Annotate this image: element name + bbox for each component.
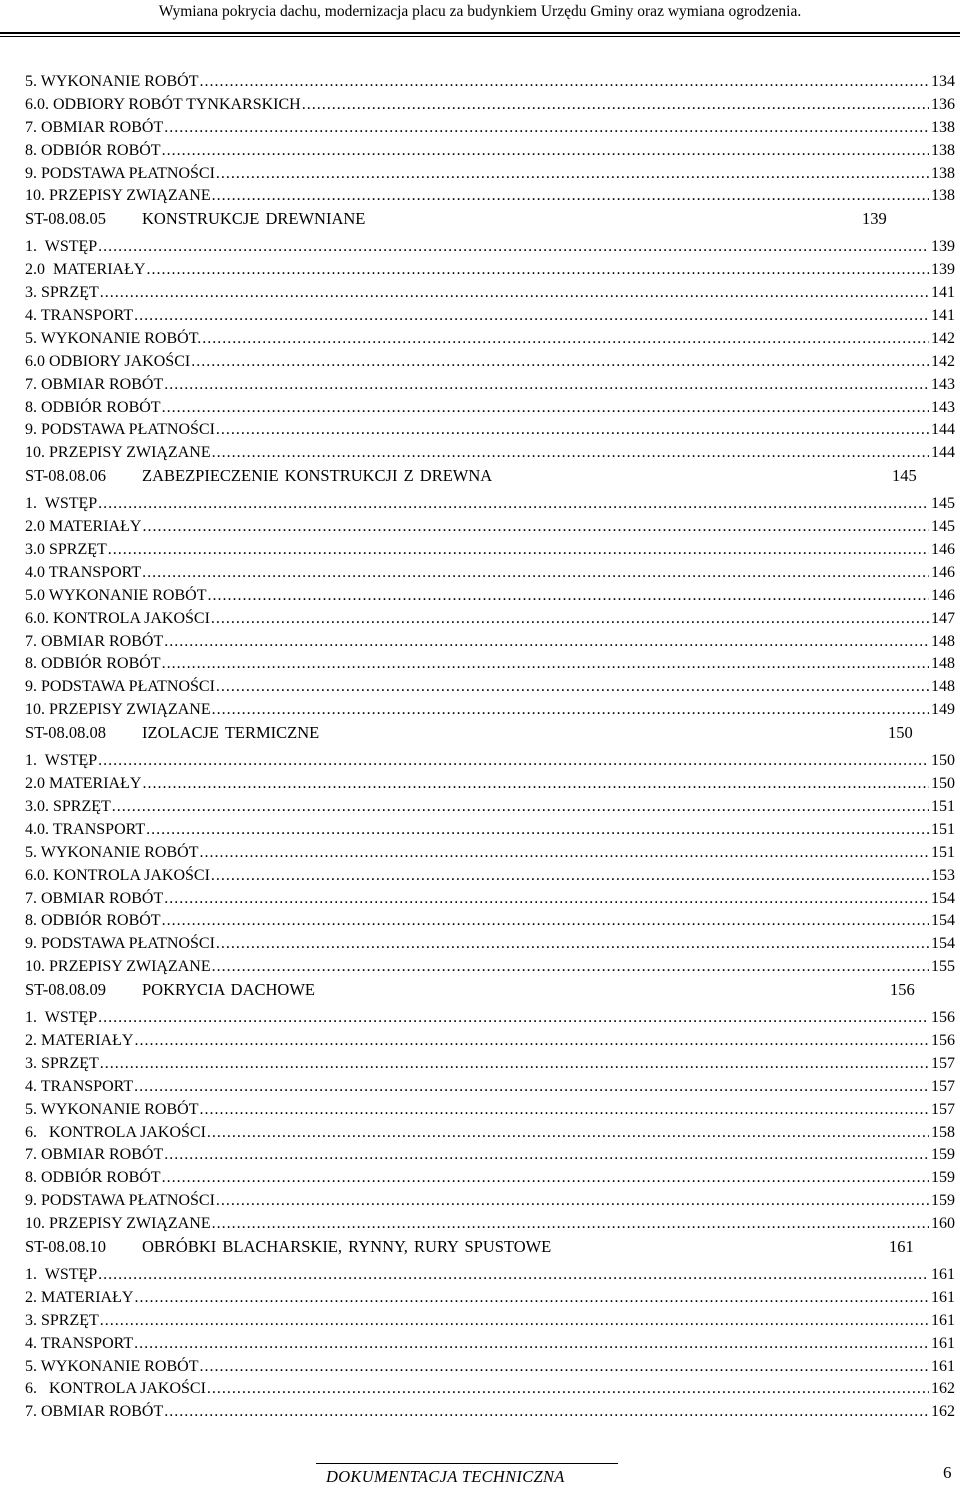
toc-entry-label: 10. PRZEPISY ZWIĄZANE (25, 444, 211, 462)
toc-entry[interactable] (25, 676, 955, 699)
toc-entry-page: 141 (931, 307, 955, 325)
toc-entry-page: 136 (931, 95, 955, 113)
toc-dot-leader (199, 71, 929, 94)
toc-dot-leader (162, 653, 929, 676)
toc-dot-leader (108, 539, 929, 562)
toc-entry[interactable] (25, 1310, 955, 1333)
toc-entry-page: 142 (931, 352, 955, 370)
toc-dot-leader (100, 282, 929, 305)
toc-entry[interactable] (25, 236, 955, 259)
toc-dot-leader (162, 397, 929, 420)
toc-entry-page: 143 (931, 375, 955, 393)
toc-entry[interactable] (25, 1122, 955, 1145)
toc-entry-label: 5. WYKONANIE ROBÓT. (25, 329, 202, 347)
toc-entry[interactable] (25, 328, 955, 351)
toc-dot-leader (212, 1213, 929, 1236)
toc-entry-label: 6.0. KONTROLA JAKOŚCI (25, 609, 210, 627)
toc-dot-leader (302, 94, 929, 117)
toc-entry-label: 3.0. SPRZĘT (25, 797, 111, 815)
toc-section-page: 150 (888, 723, 913, 743)
toc-entry[interactable] (25, 94, 955, 117)
toc-entry[interactable] (25, 796, 955, 819)
toc-dot-leader (98, 493, 929, 516)
toc-entry-label: 7. OBMIAR ROBÓT (25, 1403, 164, 1421)
toc-dot-leader (212, 185, 929, 208)
toc-entry[interactable] (25, 1333, 955, 1356)
toc-section-code: ST-08.08.10 (25, 1236, 106, 1256)
toc-entry-page: 134 (931, 73, 955, 90)
toc-dot-leader (162, 1167, 929, 1190)
toc-entry-page: 162 (931, 1380, 955, 1398)
toc-entry[interactable] (25, 117, 955, 140)
toc-dot-leader (211, 608, 929, 631)
page-footer (0, 1463, 960, 1490)
toc-entry-page: 146 (931, 563, 955, 581)
toc-entry-label: 9. PODSTAWA PŁATNOŚCI (25, 421, 215, 439)
toc-entry[interactable] (25, 71, 955, 94)
toc-entry-label: 5. WYKONANIE ROBÓT (25, 1100, 199, 1118)
toc-entry-label: 2.0 MATERIAŁY (25, 775, 142, 793)
toc-entry-label: 9. PODSTAWA PŁATNOŚCI (25, 164, 215, 182)
toc-entry-label: 3.0 SPRZĘT (25, 541, 107, 559)
toc-entry-label: 6.0 ODBIORY JAKOŚCI (25, 352, 191, 370)
toc-dot-leader (164, 888, 929, 911)
toc-entry[interactable] (25, 608, 955, 631)
toc-entry-page: 138 (931, 118, 955, 136)
toc-entry[interactable] (25, 562, 955, 585)
toc-dot-leader (207, 1378, 929, 1401)
toc-dot-leader (162, 140, 929, 163)
toc-section-code: ST-08.08.05 (25, 209, 106, 229)
toc-section-code: ST-08.08.08 (25, 723, 106, 743)
toc-entry[interactable] (25, 163, 955, 186)
toc-entry[interactable] (25, 259, 955, 282)
toc-entry-label: 7. OBMIAR ROBÓT (25, 889, 164, 907)
toc-entry[interactable] (25, 516, 955, 539)
toc-entry[interactable] (25, 1287, 955, 1310)
toc-entry[interactable] (25, 351, 955, 374)
toc-entry[interactable] (25, 1401, 955, 1424)
page-header: Wymiana pokrycia dachu, modernizacja placu za budynkiem Urzędu Gminy oraz wymiana ogrodzenia. (158, 3, 802, 20)
toc-entry-label: 9. PODSTAWA PŁATNOŚCI (25, 678, 215, 696)
toc-dot-leader (199, 1356, 929, 1379)
toc-entry[interactable] (25, 185, 955, 208)
toc-dot-leader (142, 773, 929, 796)
toc-entry-label: 7. OBMIAR ROBÓT (25, 375, 164, 393)
toc-dot-leader (142, 516, 929, 539)
toc-entry-page: 159 (931, 1192, 955, 1210)
toc-dot-leader (164, 1144, 929, 1167)
toc-entry-label: 6.0. KONTROLA JAKOŚCI (25, 866, 210, 884)
toc-dot-leader (212, 442, 929, 465)
toc-dot-leader (191, 351, 929, 374)
toc-entry-label: 10. PRZEPISY ZWIĄZANE (25, 1215, 211, 1233)
toc-dot-leader (100, 1310, 929, 1333)
toc-entry-label: 8. ODBIÓR ROBÓT (25, 912, 161, 930)
toc-entry-label: 2.0 MATERIAŁY (25, 261, 146, 279)
toc-entry[interactable] (25, 1030, 955, 1053)
toc-entry-page: 138 (931, 164, 955, 182)
toc-dot-leader (164, 374, 929, 397)
footer-doc-label: DOKUMENTACJA TECHNICZNA (326, 1467, 565, 1486)
toc-dot-leader (146, 819, 929, 842)
toc-entry-label: 3. SPRZĘT (25, 1311, 99, 1329)
toc-dot-leader (98, 236, 929, 259)
toc-entry-label: 2. MATERIAŁY (25, 1288, 134, 1306)
toc-entry-page: 144 (931, 421, 955, 439)
toc-entry-page: 157 (931, 1100, 955, 1118)
toc-dot-leader (216, 1190, 929, 1213)
toc-entry-label: 10. PRZEPISY ZWIĄZANE (25, 701, 211, 719)
toc-entry-page: 151 (931, 820, 955, 838)
toc-entry-page: 159 (931, 1169, 955, 1187)
toc-entry-label: 10. PRZEPISY ZWIĄZANE (25, 187, 211, 205)
toc-dot-leader (100, 1053, 929, 1076)
toc-dot-leader (134, 305, 929, 328)
toc-section-title: ZABEZPIECZENIE KONSTRUKCJI Z DREWNA (142, 466, 493, 486)
toc-entry-page: 162 (931, 1403, 955, 1421)
toc-entry[interactable] (25, 631, 955, 654)
toc-entry-label: 5.0 WYKONANIE ROBÓT (25, 586, 207, 604)
toc-section-title: KONSTRUKCJE DREWNIANE (142, 209, 366, 229)
toc-dot-leader (207, 585, 929, 608)
toc-entry-page: 157 (931, 1054, 955, 1072)
toc-entry-label: 1. WSTĘP (25, 238, 98, 256)
toc-entry[interactable] (25, 1144, 955, 1167)
toc-entry[interactable] (25, 1053, 955, 1076)
toc-dot-leader (112, 796, 929, 819)
toc-entry-label: 8. ODBIÓR ROBÓT (25, 398, 161, 416)
toc-entry-page: 144 (931, 444, 955, 462)
toc-entry[interactable] (25, 585, 955, 608)
header-rule-thin (0, 36, 960, 37)
toc-entry-label: 4.0 TRANSPORT (25, 563, 142, 581)
toc-entry-label: 6. KONTROLA JAKOŚCI (25, 1380, 206, 1398)
toc-entry-page: 142 (931, 329, 955, 347)
toc-entry[interactable] (25, 1378, 955, 1401)
toc-dot-leader (164, 631, 929, 654)
toc-entry[interactable] (25, 397, 955, 420)
toc-entry-page: 145 (931, 495, 955, 513)
toc-entry[interactable] (25, 956, 955, 979)
toc-entry-page: 138 (931, 187, 955, 205)
toc-entry-page: 148 (931, 632, 955, 650)
toc-dot-leader (134, 1287, 929, 1310)
toc-section-page: 156 (890, 980, 915, 1000)
toc-entry-label: 9. PODSTAWA PŁATNOŚCI (25, 935, 215, 953)
toc-entry[interactable] (25, 653, 955, 676)
toc-dot-leader (142, 562, 929, 585)
toc-section-heading (25, 208, 955, 236)
toc-entry-page: 147 (931, 609, 955, 627)
toc-entry[interactable] (25, 819, 955, 842)
toc-dot-leader (216, 163, 929, 186)
toc-entry[interactable] (25, 699, 955, 722)
toc-entry-label: 4. TRANSPORT (25, 1077, 134, 1095)
toc-dot-leader (199, 1099, 929, 1122)
toc-entry[interactable] (25, 282, 955, 305)
toc-entry-page: 151 (931, 797, 955, 815)
toc-entry-page: 148 (931, 678, 955, 696)
toc-entry-page: 158 (931, 1123, 955, 1141)
toc-entry-page: 154 (931, 935, 955, 953)
toc-entry[interactable] (25, 305, 955, 328)
toc-entry[interactable] (25, 374, 955, 397)
toc-section-code: ST-08.08.06 (25, 466, 106, 486)
toc-entry-page: 151 (931, 843, 955, 861)
toc-entry-page: 156 (931, 1009, 955, 1027)
toc-entry-page: 161 (931, 1357, 955, 1375)
toc-entry-label: 4. TRANSPORT (25, 307, 134, 325)
toc-entry-page: 149 (931, 701, 955, 719)
toc-section-heading (25, 1236, 955, 1264)
toc-entry[interactable] (25, 539, 955, 562)
toc-section-page: 139 (862, 209, 887, 229)
toc-dot-leader (202, 328, 929, 351)
toc-dot-leader (98, 750, 929, 773)
toc-entry[interactable] (25, 442, 955, 465)
toc-entry-page: 141 (931, 284, 955, 302)
toc-dot-leader (212, 956, 929, 979)
toc-entry-label: 10. PRZEPISY ZWIĄZANE (25, 958, 211, 976)
toc-dot-leader (164, 1401, 929, 1424)
toc-section-heading (25, 979, 955, 1007)
toc-entry[interactable] (25, 1190, 955, 1213)
toc-entry-page: 139 (931, 238, 955, 256)
toc-entry-page: 146 (931, 541, 955, 559)
toc-entry-page: 154 (931, 889, 955, 907)
toc-entry-page: 156 (931, 1031, 955, 1049)
toc-entry-label: 3. SPRZĘT (25, 1054, 99, 1072)
toc-entry-page: 161 (931, 1311, 955, 1329)
toc-entry-label: 8. ODBIÓR ROBÓT (25, 655, 161, 673)
toc-section-page: 161 (889, 1236, 914, 1256)
toc-entry[interactable] (25, 910, 955, 933)
toc-entry-page: 138 (931, 141, 955, 159)
toc-entry-page: 143 (931, 398, 955, 416)
toc-section-heading (25, 722, 955, 750)
toc-entry-page: 160 (931, 1215, 955, 1233)
header-rule (0, 32, 960, 34)
toc-entry[interactable] (25, 140, 955, 163)
toc-entry[interactable] (25, 1213, 955, 1236)
toc-entry-label: 7. OBMIAR ROBÓT (25, 1146, 164, 1164)
toc-dot-leader (134, 1076, 929, 1099)
toc-entry[interactable] (25, 493, 955, 516)
toc-entry-label: 9. PODSTAWA PŁATNOŚCI (25, 1192, 215, 1210)
toc-dot-leader (134, 1030, 929, 1053)
toc-entry-label: 4. TRANSPORT (25, 1334, 134, 1352)
toc-entry-label: 1. WSTĘP (25, 752, 98, 770)
toc-section-page: 145 (892, 466, 917, 486)
toc-entry-page: 161 (931, 1334, 955, 1352)
page-number: 6 (943, 1463, 952, 1482)
toc-entry-page: 161 (931, 1288, 955, 1306)
toc-entry[interactable] (25, 1076, 955, 1099)
toc-entry-label: 7. OBMIAR ROBÓT (25, 118, 164, 136)
toc-dot-leader (216, 676, 929, 699)
toc-dot-leader (98, 1007, 929, 1030)
toc-entry[interactable] (25, 419, 955, 442)
toc-entry-page: 153 (931, 866, 955, 884)
toc-entry-label: 5. WYKONANIE ROBÓT (25, 1357, 199, 1375)
toc-entry-page: 146 (931, 586, 955, 604)
toc-entry[interactable] (25, 1264, 955, 1287)
toc-entry-label: 1. WSTĘP (25, 1265, 98, 1283)
toc-entry[interactable] (25, 1356, 955, 1379)
table-of-contents (25, 71, 955, 1424)
toc-entry[interactable] (25, 1167, 955, 1190)
toc-entry-page: 139 (931, 261, 955, 279)
toc-entry-label: 1. WSTĘP (25, 495, 98, 513)
toc-entry[interactable] (25, 865, 955, 888)
toc-entry-label: 2. MATERIAŁY (25, 1031, 134, 1049)
toc-entry[interactable] (25, 933, 955, 956)
toc-entry[interactable] (25, 888, 955, 911)
toc-dot-leader (212, 699, 929, 722)
toc-entry-page: 145 (931, 518, 955, 536)
toc-entry[interactable] (25, 1099, 955, 1122)
toc-entry-page: 150 (931, 775, 955, 793)
toc-entry-page: 161 (931, 1265, 955, 1283)
toc-entry-page: 157 (931, 1077, 955, 1095)
toc-entry[interactable] (25, 1007, 955, 1030)
toc-dot-leader (164, 117, 929, 140)
toc-dot-leader (134, 1333, 929, 1356)
toc-entry-label: 5. WYKONANIE ROBÓT (25, 73, 199, 90)
toc-dot-leader (162, 910, 929, 933)
toc-entry-label: 2.0 MATERIAŁY (25, 518, 142, 536)
toc-entry[interactable] (25, 773, 955, 796)
toc-entry-label: 6.0. ODBIORY ROBÓT TYNKARSKICH (25, 95, 301, 113)
toc-entry-label: 8. ODBIÓR ROBÓT (25, 1169, 161, 1187)
toc-section-title: POKRYCIA DACHOWE (142, 980, 315, 1000)
toc-dot-leader (146, 259, 929, 282)
toc-entry-page: 150 (931, 752, 955, 770)
toc-entry-page: 159 (931, 1146, 955, 1164)
toc-dot-leader (216, 419, 929, 442)
toc-entry[interactable] (25, 842, 955, 865)
toc-entry-page: 155 (931, 958, 955, 976)
toc-section-code: ST-08.08.09 (25, 980, 106, 1000)
toc-dot-leader (211, 865, 929, 888)
toc-section-title: IZOLACJE TERMICZNE (142, 723, 320, 743)
toc-entry-label: 1. WSTĘP (25, 1009, 98, 1027)
toc-entry-page: 148 (931, 655, 955, 673)
toc-entry-label: 4.0. TRANSPORT (25, 820, 146, 838)
toc-section-title: OBRÓBKI BLACHARSKIE, RYNNY, RURY SPUSTOWE (142, 1236, 552, 1256)
toc-section-heading (25, 465, 955, 493)
toc-entry-label: 5. WYKONANIE ROBÓT (25, 843, 199, 861)
toc-entry-label: 7. OBMIAR ROBÓT (25, 632, 164, 650)
toc-dot-leader (216, 933, 929, 956)
toc-entry-label: 3. SPRZĘT (25, 284, 99, 302)
toc-entry[interactable] (25, 750, 955, 773)
toc-entry-label: 6. KONTROLA JAKOŚCI (25, 1123, 206, 1141)
toc-dot-leader (199, 842, 929, 865)
toc-dot-leader (207, 1122, 929, 1145)
toc-entry-page: 154 (931, 912, 955, 930)
toc-entry-label: 8. ODBIÓR ROBÓT (25, 141, 161, 159)
toc-dot-leader (98, 1264, 929, 1287)
